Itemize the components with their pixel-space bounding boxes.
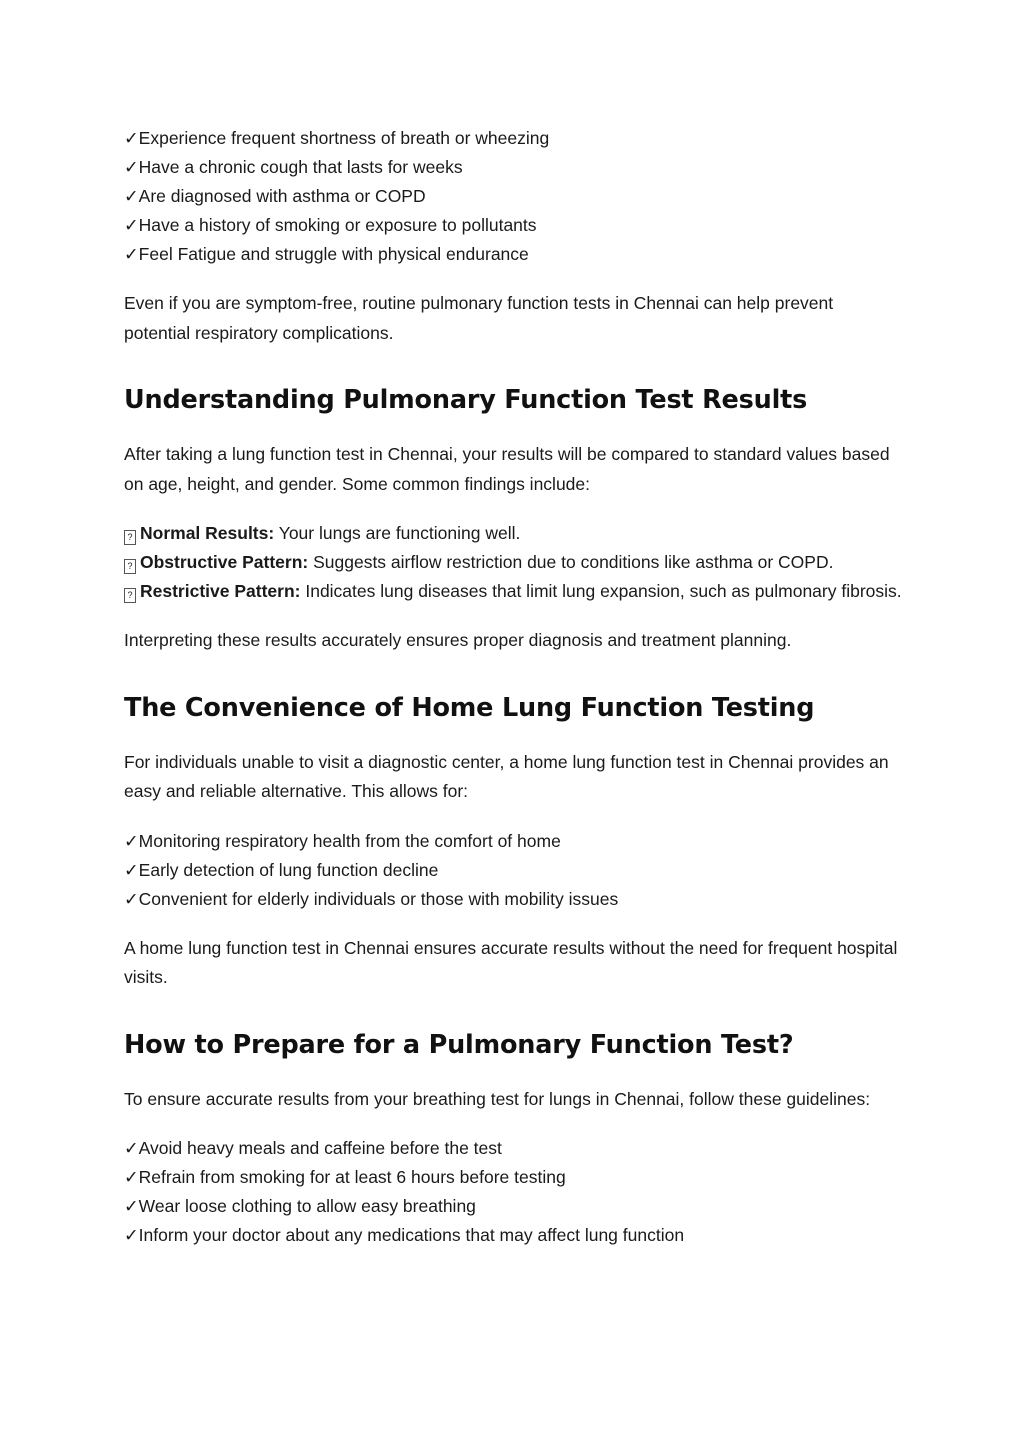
home-testing-heading: The Convenience of Home Lung Function Testing	[124, 692, 815, 723]
finding-normal: ? Normal Results: Your lungs are functioning well.	[124, 519, 904, 548]
checkmark-icon: ✓	[124, 157, 139, 177]
missing-glyph-icon: ?	[124, 588, 136, 603]
finding-obstructive: ? Obstructive Pattern: Suggests airflow restriction due to conditions like asthma or COPD.	[124, 548, 904, 577]
home-testing-closing: A home lung function test in Chennai ensures accurate results without the need for frequent hospital visits.	[124, 937, 898, 987]
results-findings-list	[124, 519, 904, 606]
checkmark-icon: ✓	[124, 186, 139, 206]
checkmark-icon: ✓	[124, 888, 139, 909]
list-item: ✓Monitoring respiratory health from the comfort of home	[124, 830, 561, 851]
list-item: ✓Early detection of lung function decline	[124, 859, 439, 880]
symptoms-list	[124, 124, 904, 269]
home-benefits-list	[124, 827, 904, 914]
checkmark-icon: ✓	[124, 830, 139, 851]
list-item: ✓Experience frequent shortness of breath or wheezing	[124, 128, 550, 148]
checkmark-icon: ✓	[124, 1196, 139, 1216]
prepare-heading: How to Prepare for a Pulmonary Function Test?	[124, 1029, 794, 1060]
symptom-free-paragraph: Even if you are symptom-free, routine pulmonary function tests in Chennai can help prevent potential respiratory complications.	[124, 293, 834, 343]
list-item: ✓Are diagnosed with asthma or COPD	[124, 186, 426, 206]
checkmark-icon: ✓	[124, 215, 139, 235]
list-item: ✓Inform your doctor about any medications that may affect lung function	[124, 1225, 685, 1245]
home-testing-intro: For individuals unable to visit a diagnostic center, a home lung function test in Chennai provides an easy and reliable alternative. This allows for:	[124, 751, 889, 801]
missing-glyph-icon: ?	[124, 559, 136, 574]
checkmark-icon: ✓	[124, 128, 139, 148]
checkmark-icon: ✓	[124, 244, 139, 264]
list-item: ✓Wear loose clothing to allow easy breathing	[124, 1196, 476, 1216]
list-item: ✓Have a history of smoking or exposure to pollutants	[124, 215, 537, 235]
checkmark-icon: ✓	[124, 859, 139, 880]
finding-restrictive: ? Restrictive Pattern: Indicates lung diseases that limit lung expansion, such as pulmonary fibrosis.	[124, 577, 904, 606]
checkmark-icon: ✓	[124, 1225, 139, 1245]
list-item: ✓Convenient for elderly individuals or those with mobility issues	[124, 888, 619, 909]
prepare-intro: To ensure accurate results from your breathing test for lungs in Chennai, follow these guidelines:	[124, 1088, 871, 1109]
results-intro: After taking a lung function test in Chennai, your results will be compared to standard values based on age, height, and gender. Some common findings include:	[124, 444, 890, 494]
list-item: ✓Refrain from smoking for at least 6 hours before testing	[124, 1167, 566, 1187]
list-item: ✓Avoid heavy meals and caffeine before the test	[124, 1138, 502, 1158]
results-closing: Interpreting these results accurately ensures proper diagnosis and treatment planning.	[124, 630, 792, 650]
missing-glyph-icon: ?	[124, 530, 136, 545]
list-item: ✓Have a chronic cough that lasts for weeks	[124, 157, 463, 177]
checkmark-icon: ✓	[124, 1138, 139, 1158]
list-item: ✓Feel Fatigue and struggle with physical endurance	[124, 244, 529, 264]
document-page	[124, 124, 904, 1250]
results-heading: Understanding Pulmonary Function Test Results	[124, 385, 808, 415]
checkmark-icon: ✓	[124, 1167, 139, 1187]
prepare-guidelines-list	[124, 1134, 904, 1250]
